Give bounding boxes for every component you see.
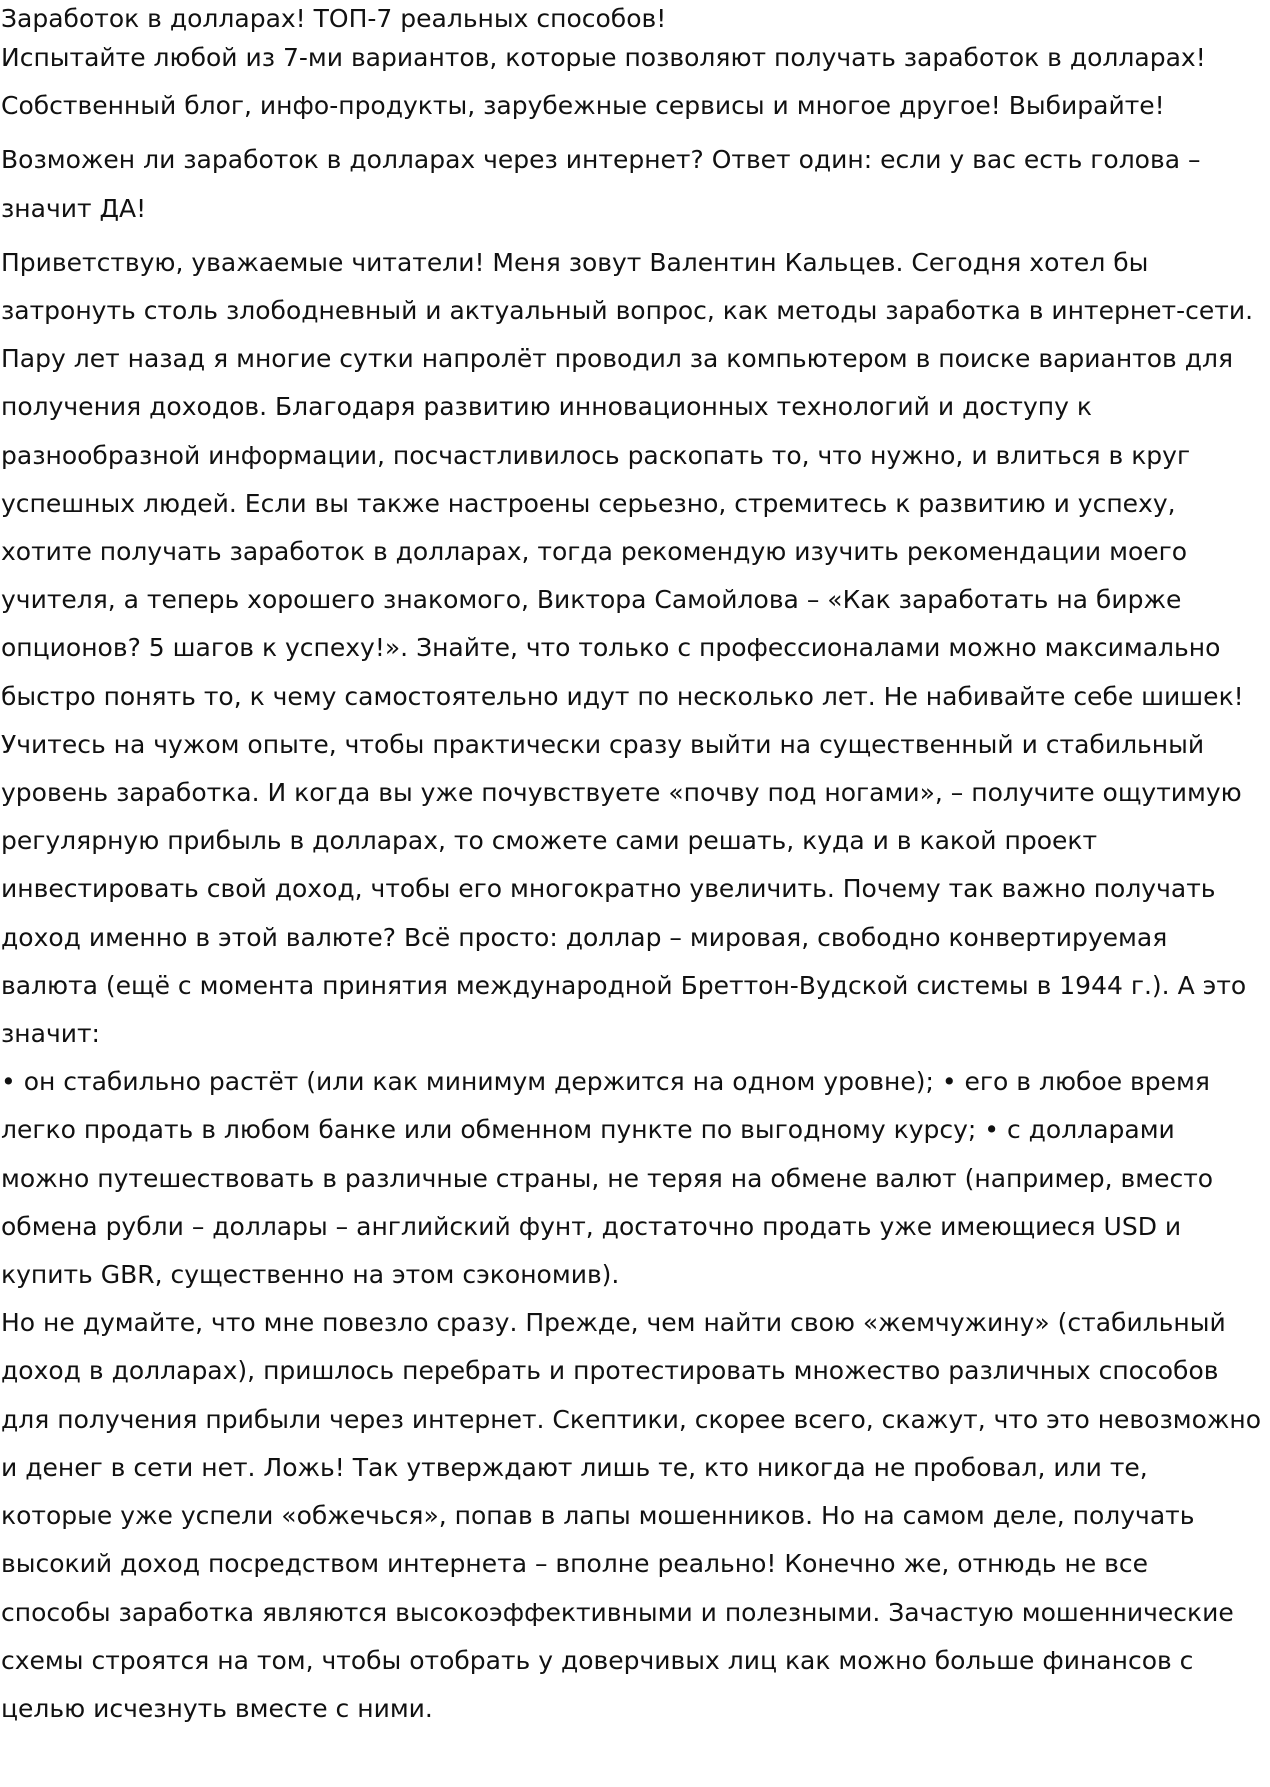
intro-paragraph: Приветствую, уважаемые читатели! Меня зовут Валентин Кальцев. Сегодня хотел бы затронуть столь злободневный и актуальный вопрос, как методы заработка в интернет-сети. Пару лет назад я многие сутки напролёт проводил за компьютером в поиске вариантов для получения доходов. Благодаря развитию инновационных технологий и доступу к разнообразной информации, посчастливилось раскопать то, что нужно, и влиться в круг успешных людей. Если вы также настроены серьезно, стремитесь к развитию и успеху, хотите получать заработок в долларах, тогда рекомендую изучить рекомендации моего учителя, а теперь хорошего знакомого, Виктора Самойлова – «Как заработать на бирже опционов? 5 шагов к успеху!». Знайте, что только с профессионалами можно максимально быстро понять то, к чему самостоятельно идут по несколько лет. Не набивайте себе шишек! Учитесь на чужом опыте, чтобы практически сразу выйти на существенный и стабильный уровень заработка. И когда вы уже почувствуете «почву под ногами», – получите ощутимую регулярную прибыль в долларах, то сможете сами решать, куда и в какой проект инвестировать свой доход, чтобы его многократно увеличить. Почему так важно получать доход именно в этой валюте? Всё просто: доллар – мировая, свободно конвертируемая валюта (ещё с момента принятия международной Бреттон-Вудской системы в 1944 г.). А это значит:	[1, 247, 1254, 1049]
bullets-paragraph: • он стабильно растёт (или как минимум держится на одном уровне); • его в любое время легко продать в любом банке или обменном пункте по выгодному курсу; • с долларами можно путешествовать в различные страны, не теряя на обмене валют (например, вместо обмена рубли – доллары – английский фунт, достаточно продать уже имеющиеся USD и купить GBR, существенно на этом сэкономив).	[1, 1067, 1214, 1290]
question-paragraph: Возможен ли заработок в долларах через интернет? Ответ один: если у вас есть голова – значит ДА!	[1, 145, 1201, 223]
closing-paragraph: Но не думайте, что мне повезло сразу. Прежде, чем найти свою «жемчужину» (стабильный доход в долларах), пришлось перебрать и протестировать множество различных способов для получения прибыли через интернет. Скептики, скорее всего, скажут, что это невозможно и денег в сети нет. Ложь! Так утверждают лишь те, кто никогда не пробовал, или те, которые уже успели «обжечься», попав в лапы мошенников. Но на самом деле, получать высокий доход посредством интернета – вполне реально! Конечно же, отнюдь не все способы заработка являются высокоэффективными и полезными. Зачастую мошеннические схемы строятся на том, чтобы отобрать у доверчивых лиц как можно больше финансов с целью исчезнуть вместе с ними.	[1, 1308, 1262, 1723]
article	[0, 4, 1263, 1733]
article-title: Заработок в долларах! ТОП-7 реальных способов!	[1, 4, 667, 33]
lead-paragraph: Испытайте любой из 7-ми вариантов, которые позволяют получать заработок в долларах! Собственный блог, инфо-продукты, зарубежные сервисы и многое другое! Выбирайте!	[1, 43, 1206, 121]
